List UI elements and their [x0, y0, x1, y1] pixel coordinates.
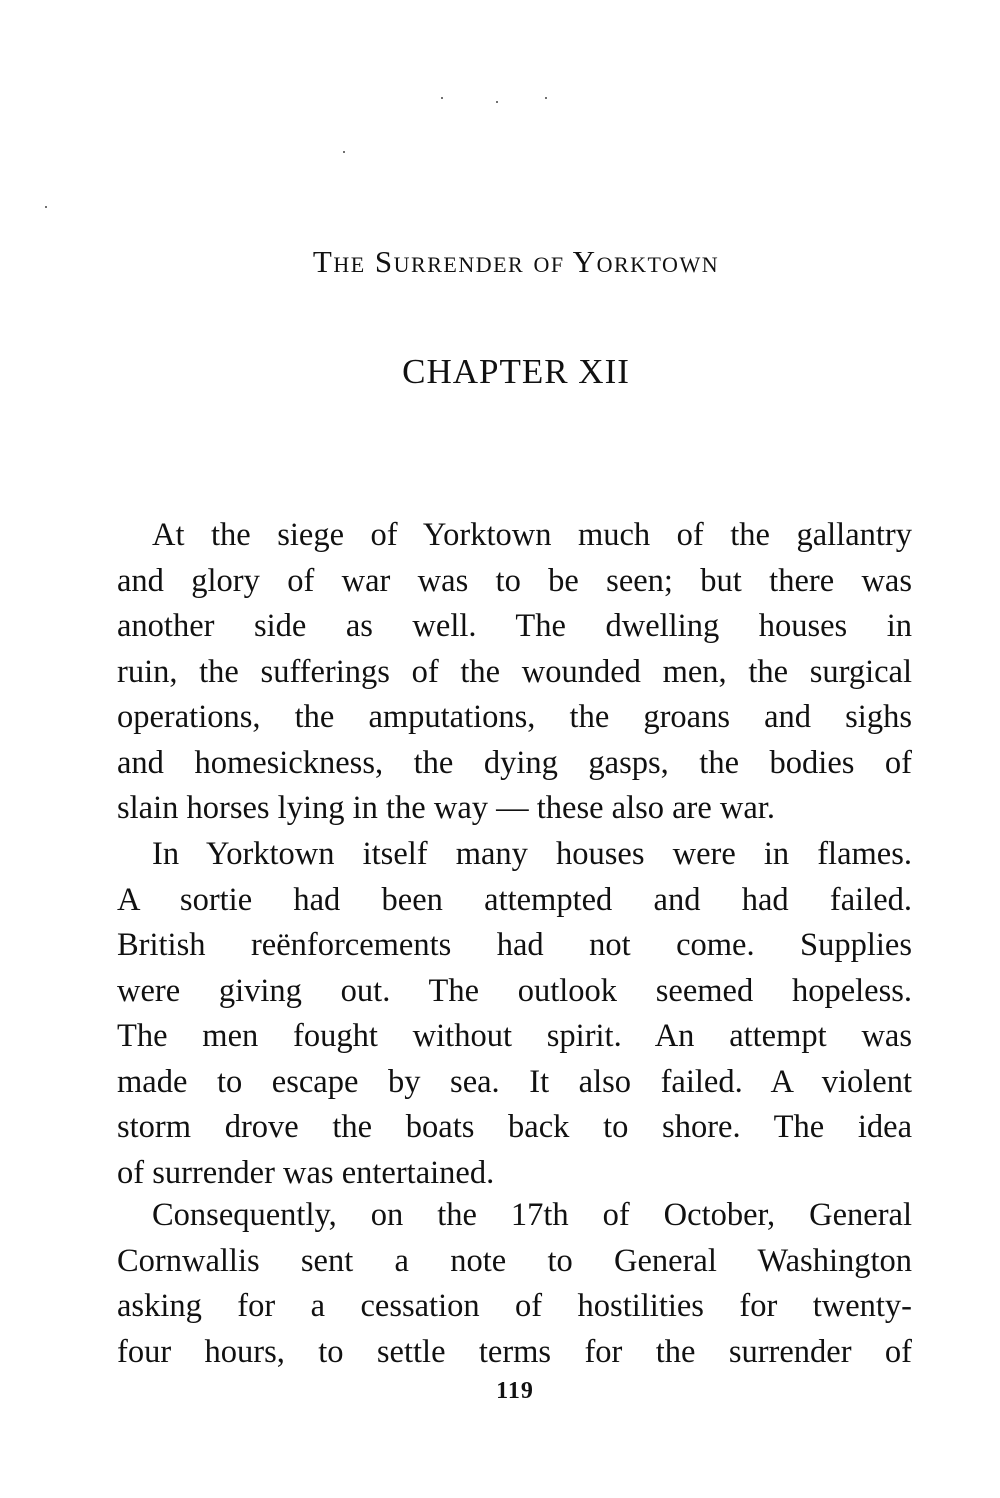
text-line: and glory of war was to be seen; but there was	[117, 562, 912, 599]
scan-speck	[441, 97, 443, 99]
text-line: Consequently, on the 17th of October, General	[152, 1197, 912, 1233]
text-line: storm drove the boats back to shore. The idea	[117, 1109, 912, 1145]
text-line: A sortie had been attempted and had failed.	[117, 881, 912, 918]
scan-speck	[496, 101, 498, 103]
scan-speck	[343, 151, 345, 153]
text-line: Cornwallis sent a note to General Washington	[117, 1242, 912, 1279]
paragraph-3	[117, 1193, 912, 1375]
text-line: and homesickness, the dying gasps, the bodies of	[117, 744, 912, 781]
paragraph-1	[117, 513, 912, 832]
text-line: another side as well. The dwelling houses in	[117, 608, 912, 644]
chapter-title: CHAPTER XII	[402, 352, 630, 391]
text-line: made to escape by sea. It also failed. A violent	[117, 1063, 912, 1100]
page-number: 119	[496, 1378, 534, 1404]
text-line: The men fought without spirit. An attempt was	[117, 1018, 912, 1054]
text-line: of surrender was entertained.	[117, 1154, 495, 1191]
text-line: asking for a cessation of hostilities for twenty-	[117, 1288, 912, 1324]
text-line: four hours, to settle terms for the surrender of	[117, 1333, 912, 1370]
text-line: were giving out. The outlook seemed hopeless.	[117, 972, 912, 1009]
text-line: In Yorktown itself many houses were in flames.	[152, 836, 912, 872]
text-line: operations, the amputations, the groans and sighs	[117, 699, 912, 735]
text-line: ruin, the sufferings of the wounded men, the surgical	[117, 653, 912, 690]
chapter-subtitle: The Surrender of Yorktown	[312, 244, 720, 279]
scan-speck	[45, 206, 47, 208]
scan-speck	[545, 97, 547, 99]
text-line: slain horses lying in the way — these also are war.	[117, 790, 775, 826]
paragraph-2	[117, 832, 912, 1196]
text-line: British reënforcements had not come. Supplies	[117, 927, 912, 963]
text-line: At the siege of Yorktown much of the gallantry	[152, 517, 912, 553]
